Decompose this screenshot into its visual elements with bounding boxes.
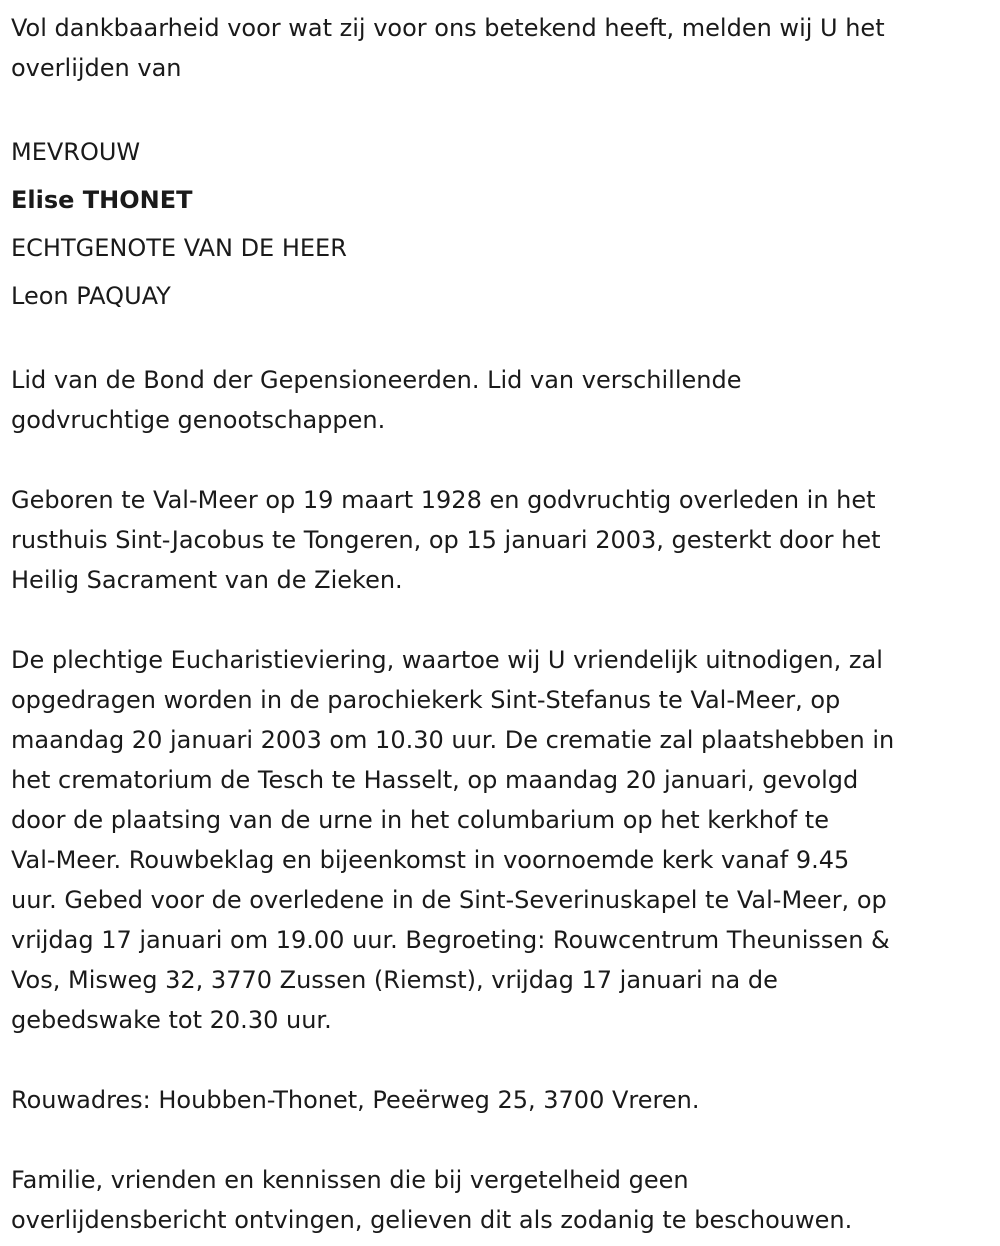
membership-paragraph: Lid van de Bond der Gepensioneerden. Lid van verschillende godvruchtige genootschappen. xyxy=(11,366,742,434)
deceased-title: MEVROUW xyxy=(11,138,141,166)
spacer xyxy=(11,320,991,360)
deceased-name: Elise THONET xyxy=(11,186,193,214)
birth-death-paragraph: Geboren te Val-Meer op 19 maart 1928 en godvruchtig overleden in het rusthuis Sint-Jacobus te Tongeren, op 15 januari 2003, gesterkt door het Heilig Sacrament van de Zieken. xyxy=(11,486,881,594)
spouse-name: Leon PAQUAY xyxy=(11,282,171,310)
spacer xyxy=(11,1040,991,1080)
intro-paragraph: Vol dankbaarheid voor wat zij voor ons betekend heeft, melden wij U het overlijden van xyxy=(11,14,885,82)
mourning-address: Rouwadres: Houbben-Thonet, Peeërweg 25, 3700 Vreren. xyxy=(11,1086,700,1114)
obituary-document xyxy=(11,8,991,1240)
spacer xyxy=(11,88,991,128)
closing-paragraph: Familie, vrienden en kennissen die bij vergetelheid geen overlijdensbericht ontvingen, gelieven dit als zodanig te beschouwen. xyxy=(11,1166,853,1234)
ceremony-paragraph: De plechtige Eucharistieviering, waartoe wij U vriendelijk uitnodigen, zal opgedragen worden in de parochiekerk Sint-Stefanus te Val-Meer, op maandag 20 januari 2003 om 10.30 uur. De crematie zal plaatshebben in het crematorium de Tesch te Hasselt, op maandag 20 januari, gevolgd door de plaatsing van de urne in het columbarium op het kerkhof te Val-Meer. Rouwbeklag en bijeenkomst in voornoemde kerk vanaf 9.45 uur. Gebed voor de overledene in de Sint-Severinuskapel te Val-Meer, op vrijdag 17 januari om 19.00 uur. Begroeting: Rouwcentrum Theunissen & Vos, Misweg 32, 3770 Zussen (Riemst), vrijdag 17 januari na de gebedswake tot 20.30 uur. xyxy=(11,646,895,1034)
deceased-relation: ECHTGENOTE VAN DE HEER xyxy=(11,234,347,262)
spacer xyxy=(11,600,991,640)
spacer xyxy=(11,440,991,480)
spacer xyxy=(11,1120,991,1160)
